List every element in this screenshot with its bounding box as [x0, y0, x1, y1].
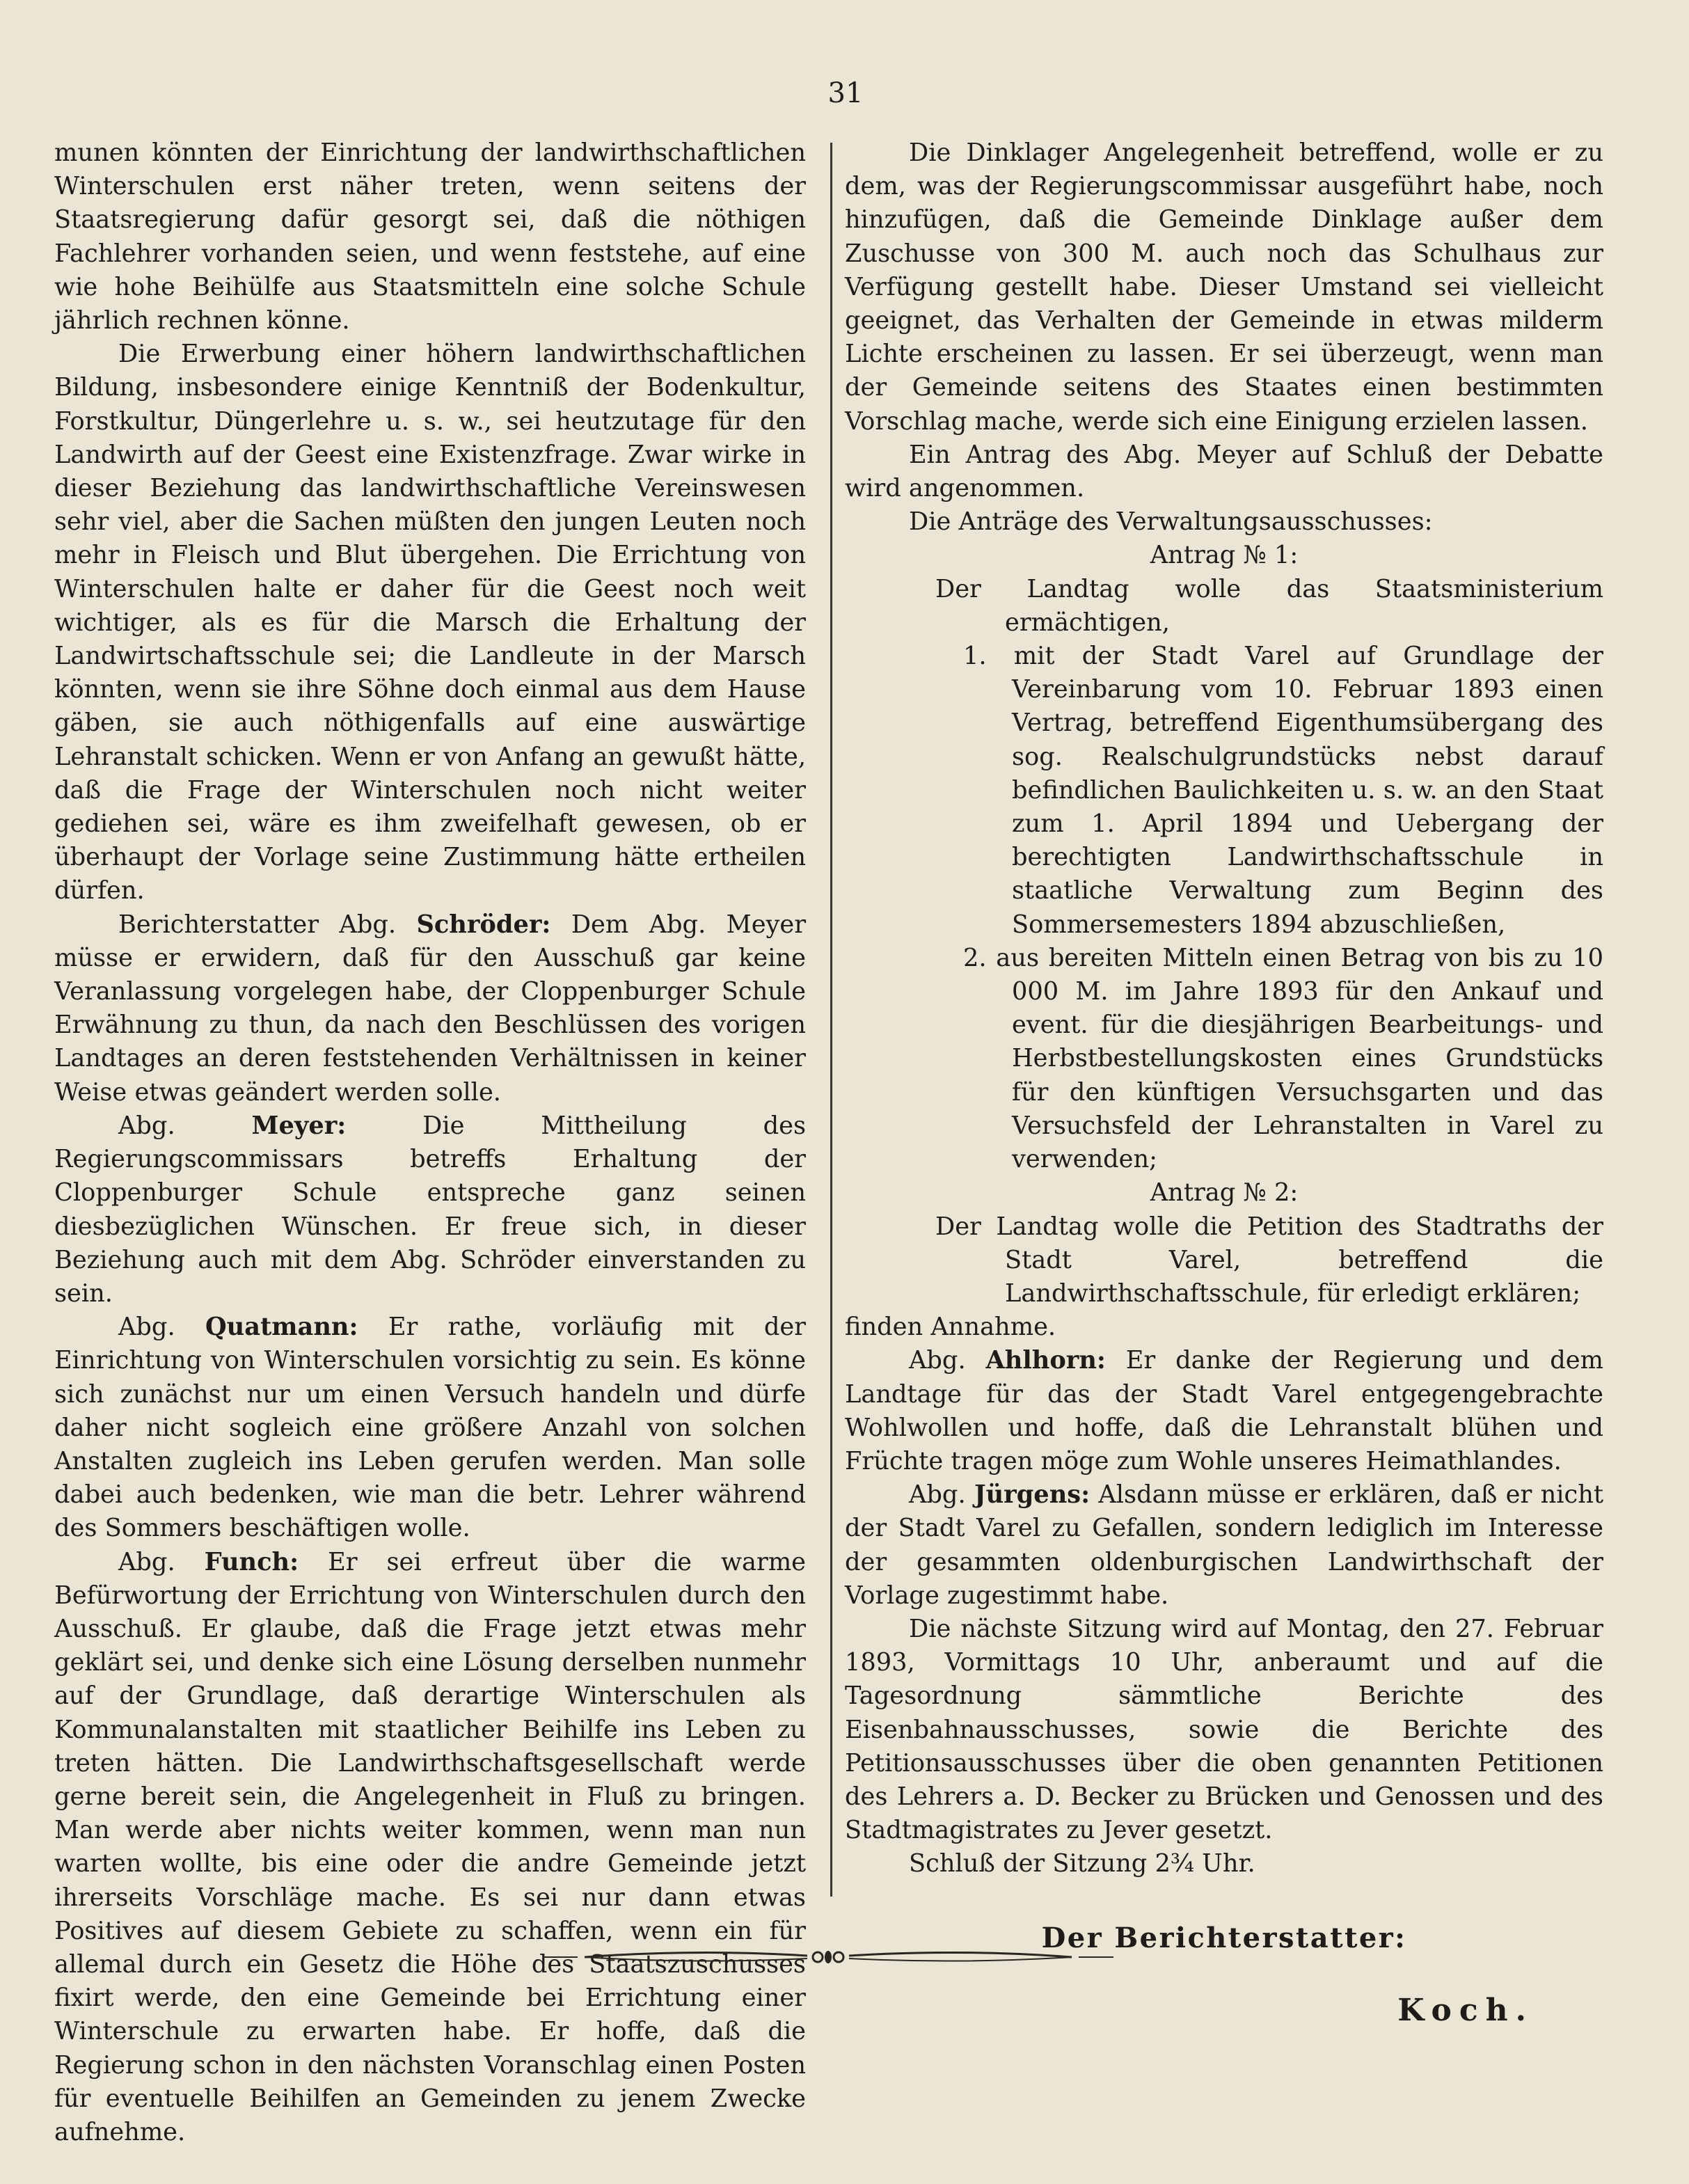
speaker-prefix: Berichterstatter Abg.: [118, 910, 397, 939]
speech-text: Er danke der Regierung und dem Landtage für das der Stadt Varel entgegengebrachte Wohlwollen und hoffe, daß die Lehranstalt blühen und Früchte tragen möge zum Wohle unseres Heimathlandes.: [845, 1346, 1603, 1475]
speaker-prefix: Abg.: [118, 1111, 175, 1140]
page-number: 31: [827, 77, 864, 109]
speech-text: Alsdann müsse er erklären, daß er nicht der Stadt Varel zu Gefallen, sondern lediglich im Interesse der gesammten oldenburgischen Landwirthschaft der Vorlage zugestimmt habe.: [845, 1480, 1603, 1610]
speaker-name: Schröder:: [416, 910, 551, 939]
paragraph: Die nächste Sitzung wird auf Montag, den 27. Februar 1893, Vormittags 10 Uhr, anberaumt und auf die Tagesordnung sämmtliche Berichte des Eisenbahnausschusses, sowie die Berichte des Petitionsausschusses über die oben genannten Petitionen des Lehrers a. D. Becker zu Brücken und Genossen und des Stadtmagistrates zu Jever gesetzt.: [845, 1614, 1603, 1845]
speaker-name: Ahlhorn:: [985, 1346, 1106, 1375]
signature-name: Koch.: [1397, 1992, 1534, 2028]
motion-item: 2. aus bereiten Mitteln einen Betrag von bis zu 10 000 M. im Jahre 1893 für den Ankauf und event. für die diesjährigen Bearbeitungs- und Herbstbestellungskosten eines Grundstücks für den künftigen Versuchsgarten und das Versuchsfeld der Lehranstalten in Varel zu verwenden;: [963, 943, 1603, 1174]
speech-text: Die Mittheilung des Regierungscommissars betreffs Erhaltung der Cloppenburger Schule entspreche ganz seinen diesbezüglichen Wünschen. Er freue sich, in dieser Beziehung auch mit dem Abg. Schröder einverstanden zu sein.: [54, 1111, 807, 1308]
column-divider: [830, 143, 832, 1897]
ornament-divider: [536, 1943, 1120, 1971]
paragraph: Die Erwerbung einer höhern landwirthschaftlichen Bildung, insbesondere einige Kenntniß der Bodenkultur, Forstkultur, Düngerlehre u. s. w., sei heutzutage für den Landwirth auf der Geest eine Existenzfrage. Zwar wirke in dieser Beziehung das landwirthschaftliche Vereinswesen sehr viel, aber die Sachen müßten den jungen Leuten noch mehr in Fleisch und Blut übergehen. Die Errichtung von Winterschulen halte er daher für die Geest noch weit wichtiger, als es für die Marsch die Erhaltung der Landwirtschaftsschule sei; die Landleute in der Marsch könnten, wenn sie ihre Söhne doch einmal aus dem Hause gäben, sie auch nöthigenfalls auf eine auswärtige Lehranstalt schicken. Wenn er von Anfang an gewußt hätte, daß die Frage der Winterschulen noch nicht weiter gediehen sei, wäre es ihm zweifelhaft gewesen, ob er überhaupt der Vorlage seine Zustimmung hätte ertheilen dürfen.: [54, 340, 806, 905]
speaker-paragraph: [54, 1546, 806, 2150]
motion-heading: Antrag № 1:: [1150, 541, 1299, 570]
signature-title: Der Berichterstatter:: [1041, 1921, 1407, 1954]
speaker-name: Funch:: [204, 1547, 299, 1576]
paragraph: Die Anträge des Verwaltungsausschusses:: [909, 507, 1433, 537]
speaker-prefix: Abg.: [118, 1547, 175, 1576]
motion-item: 1. mit der Stadt Varel auf Grundlage der Vereinbarung vom 10. Februar 1893 einen Vertrag, betreffend Eigenthumsübergang des sog. Realschulgrundstücks nebst darauf befindlichen Baulichkeiten u. s. w. an den Staat zum 1. April 1894 und Uebergang der berechtigten Landwirthschaftsschule in staatliche Verwaltung zum Beginn des Sommersemesters 1894 abzuschließen,: [963, 642, 1603, 939]
speaker-paragraph: [54, 908, 806, 1109]
speech-text: Er rathe, vorläufig mit der Einrichtung von Winterschulen vorsichtig zu sein. Es könne sich zunächst nur um einen Versuch handeln und dürfe daher nicht sogleich eine größere Anzahl von solchen Anstalten zugleich ins Leben gerufen werden. Man solle dabei auch bedenken, wie man die betr. Lehrer während des Sommers beschäftigen wolle.: [54, 1313, 807, 1543]
motion-intro: Der Landtag wolle das Staatsministerium ermächtigen,: [935, 574, 1603, 637]
paragraph: Ein Antrag des Abg. Meyer auf Schluß der Debatte wird angenommen.: [845, 440, 1603, 503]
speaker-name: Meyer:: [251, 1111, 347, 1140]
paragraph: munen könnten der Einrichtung der landwirthschaftlichen Winterschulen erst näher treten, wenn seitens der Staatsregierung dafür gesorgt sei, daß die nöthigen Fachlehrer vorhanden seien, und wenn feststehe, auf eine wie hohe Beihülfe aus Staatsmitteln eine solche Schule jährlich rechnen könne.: [54, 139, 806, 335]
right-column: [845, 136, 1603, 2027]
motion-text: Der Landtag wolle die Petition des Stadtraths der Stadt Varel, betreffend die Landwirthschaftsschule, für erledigt erklären;: [935, 1212, 1603, 1308]
speech-text: Er sei erfreut über die warme Befürwortung der Errichtung von Winterschulen durch den Ausschuß. Er glaube, daß die Frage jetzt etwas mehr geklärt sei, und denke sich eine Lösung derselben nunmehr auf der Grundlage, daß derartige Winterschulen als Kommunalanstalten mit staatlicher Beihilfe ins Leben zu treten hätten. Die Landwirthschaftsgesellschaft werde gerne bereit sein, die Angelegenheit in Fluß zu bringen. Man werde aber nichts weiter kommen, wenn man nun warten wollte, bis eine oder die andre Gemeinde jetzt ihrerseits Vorschläge mache. Es sei nur dann etwas Positives auf diesem Gebiete zu schaffen, wenn ein für allemal durch ein Gesetz die Höhe des Staatszuschusses fixirt werde, den eine Gemeinde bei Errichtung einer Winterschule zu erwarten habe. Er hoffe, daß die Regierung schon in den nächsten Voranschlag einen Posten für eventuelle Beihilfen an Gemeinden zu jenem Zwecke aufnehme.: [54, 1547, 807, 2146]
speaker-paragraph: [54, 1109, 806, 1311]
speaker-paragraph: [845, 1478, 1603, 1613]
motion-heading: Antrag № 2:: [1150, 1178, 1299, 1208]
speaker-paragraph: [845, 1344, 1603, 1478]
paragraph: Schluß der Sitzung 2¾ Uhr.: [909, 1849, 1255, 1878]
ornament-icon: [536, 1943, 1120, 1971]
speech-text: Dem Abg. Meyer müsse er erwidern, daß für den Ausschuß gar keine Veranlassung vorgelegen habe, der Cloppenburger Schule Erwähnung zu thun, da nach den Beschlüssen des vorigen Landtages an deren feststehenden Verhältnissen in keiner Weise etwas geändert werden solle.: [54, 910, 807, 1107]
left-column: [54, 136, 806, 2149]
paragraph: finden Annahme.: [845, 1313, 1056, 1342]
speaker-name: Quatmann:: [205, 1313, 358, 1342]
paragraph: Die Dinklager Angelegenheit betreffend, wolle er zu dem, was der Regierungscommissar ausgeführt habe, noch hinzufügen, daß die Gemeinde Dinklage außer dem Zuschusse von 300 M. auch noch das Schulhaus zur Verfügung gestellt habe. Dieser Umstand sei vielleicht geeignet, das Verhalten der Gemeinde in etwas milderm Lichte erscheinen zu lassen. Er sei überzeugt, wenn man der Gemeinde seitens des Staates einen bestimmten Vorschlag mache, werde sich eine Einigung erzielen lassen.: [845, 139, 1603, 436]
speaker-paragraph: [54, 1311, 806, 1545]
speaker-name: Jürgens:: [974, 1480, 1091, 1510]
speaker-prefix: Abg.: [909, 1480, 966, 1510]
speaker-prefix: Abg.: [909, 1346, 966, 1375]
speaker-prefix: Abg.: [118, 1313, 175, 1342]
